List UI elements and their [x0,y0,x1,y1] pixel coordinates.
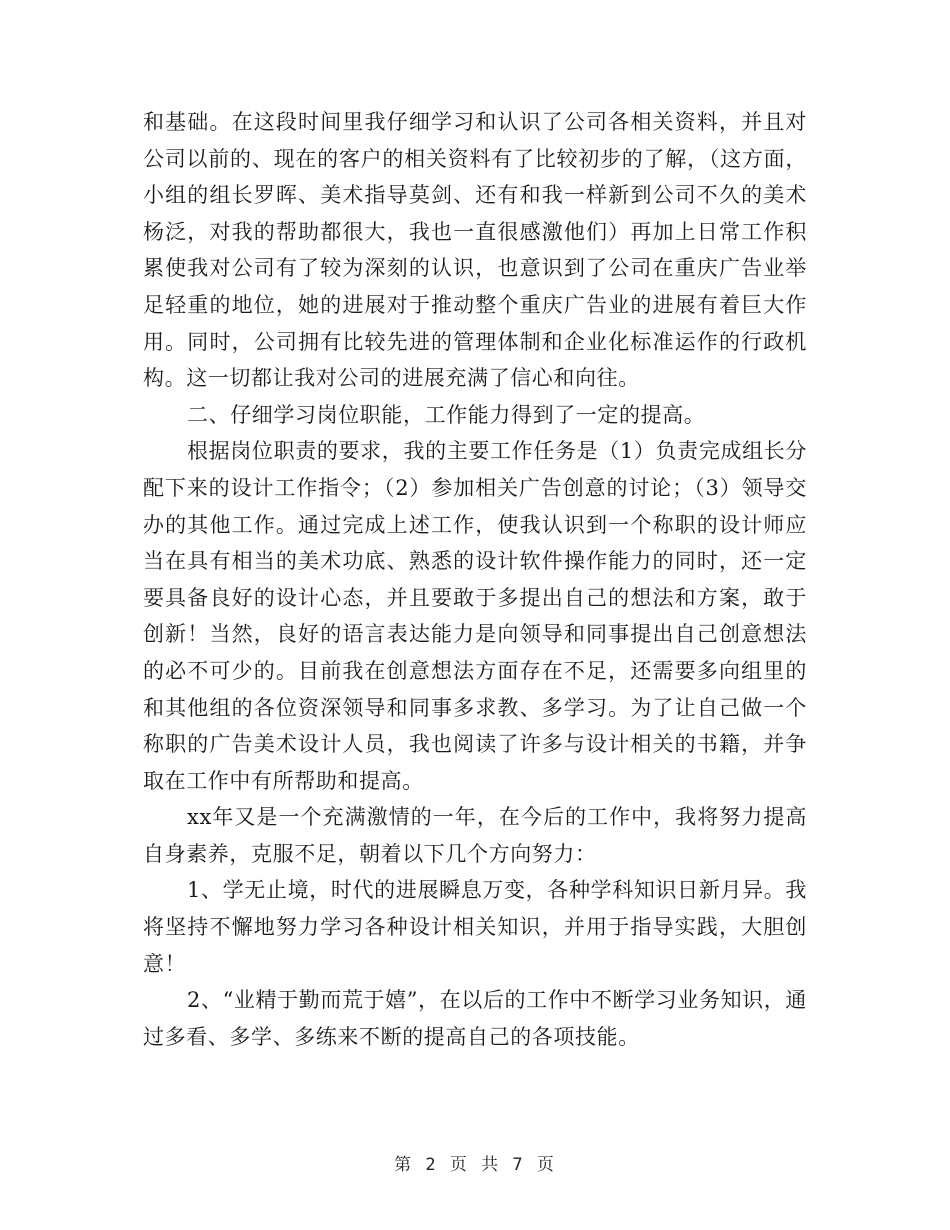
page-number-footer: 第 2 页 共 7 页 [394,1155,556,1175]
paragraph-job-duties: 根据岗位职责的要求，我的主要工作任务是（1）负责完成组长分配下来的设计工作指令；（2）参加相关广告创意的讨论；（3）领导交办的其他工作。通过完成上述工作，使我认识到一个称职的设计师应当在具有相当的美术功底、熟悉的设计软件操作能力的同时，还一定要具备良好的设计心态，并且要敢于多提出自己的想法和方案，敢于创新！当然，良好的语言表达能力是向领导和同事提出自己创意想法的必不可少的。目前我在创意想法方面存在不足，还需要多向组里的和其他组的各位资深领导和同事多求教、多学习。为了让自己做一个称职的广告美术设计人员，我也阅读了许多与设计相关的书籍，并争取在工作中有所帮助和提高。 [143,439,807,793]
list-item-2: 2、“业精于勤而荒于嬉”，在以后的工作中不断学习业务知识，通过多看、多学、多练来不断的提高自己的各项技能。 [143,988,807,1049]
paragraph-continuation: 和基础。在这段时间里我仔细学习和认识了公司各相关资料，并且对公司以前的、现在的客户的相关资料有了比较初步的了解，（这方面，小组的组长罗晖、美术指导莫剑、还有和我一样新到公司不久的美术杨泛，对我的帮助都很大，我也一直很感激他们）再加上日常工作积累使我对公司有了较为深刻的认识，也意识到了公司在重庆广告业举足轻重的地位，她的进展对于推动整个重庆广告业的进展有着巨大作用。同时，公司拥有比较先进的管理体制和企业化标准运作的行政机构。这一切都让我对公司的进展充满了信心和向往。 [143,110,807,391]
section-heading-two: 二、仔细学习岗位职能，工作能力得到了一定的提高。 [187,402,706,427]
paragraph-new-year-goals: xx年又是一个充满激情的一年，在今后的工作中，我将努力提高自身素养，克服不足，朝着以下几个方向努力： [143,805,807,866]
document-body [143,104,807,1055]
list-item-1: 1、学无止境，时代的进展瞬息万变，各种学科知识日新月异。我将坚持不懈地努力学习各种设计相关知识，并用于指导实践，大胆创意！ [143,878,807,976]
